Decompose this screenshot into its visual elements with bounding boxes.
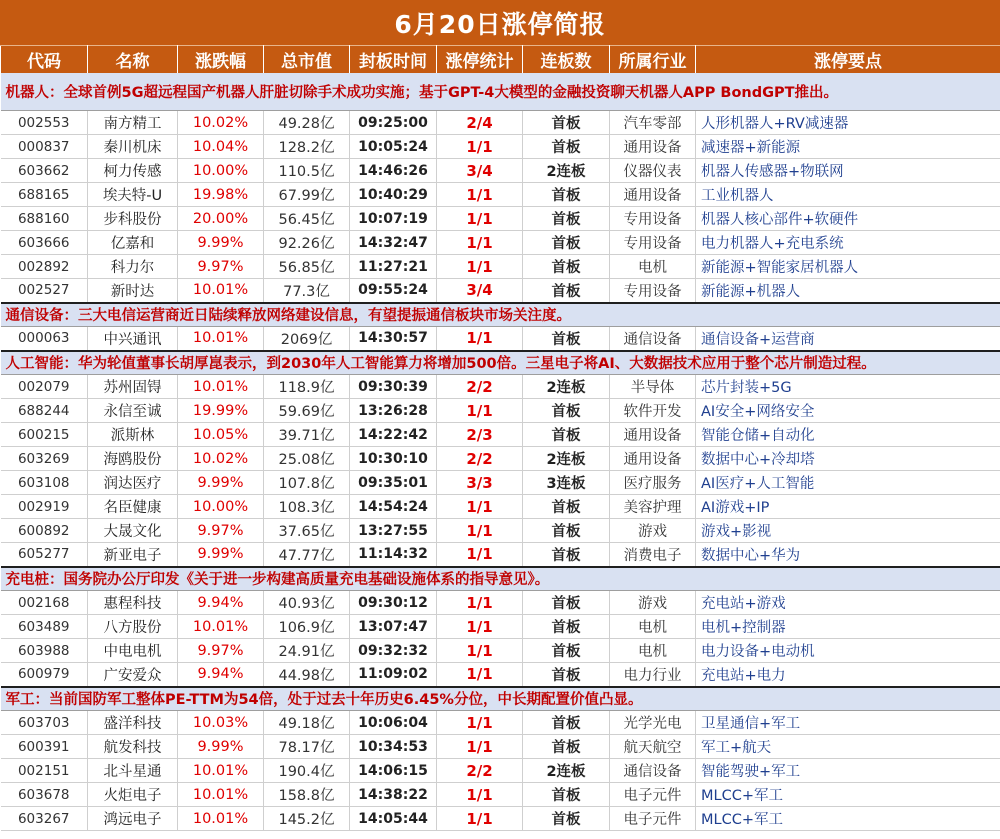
cell-cap: 110.5亿: [264, 159, 350, 183]
cell-cap: 145.2亿: [264, 807, 350, 831]
cell-board: 首板: [523, 231, 610, 255]
cell-stat: 1/1: [437, 183, 523, 207]
cell-point: MLCC+军工: [696, 783, 1000, 807]
cell-ind: 通用设备: [610, 135, 696, 159]
column-header-stat[interactable]: 涨停统计: [437, 46, 523, 73]
cell-time: 13:07:47: [350, 615, 437, 639]
cell-name: 派斯林: [88, 423, 178, 447]
cell-code: 603269: [1, 447, 88, 471]
column-header-point[interactable]: 涨停要点: [696, 46, 1000, 73]
cell-cap: 128.2亿: [264, 135, 350, 159]
cell-pct: 10.01%: [178, 279, 264, 303]
cell-ind: 游戏: [610, 591, 696, 615]
cell-point: 机器人核心部件+软硬件: [696, 207, 1000, 231]
cell-time: 10:40:29: [350, 183, 437, 207]
cell-time: 09:55:24: [350, 279, 437, 303]
stock-row[interactable]: [1, 111, 1000, 135]
column-header-board[interactable]: 连板数: [523, 46, 610, 73]
stock-row[interactable]: [1, 231, 1000, 255]
cell-stat: 1/1: [437, 783, 523, 807]
cell-name: 火炬电子: [88, 783, 178, 807]
cell-board: 2连板: [523, 447, 610, 471]
sector-heading-row: [1, 687, 1000, 711]
cell-pct: 10.04%: [178, 135, 264, 159]
column-header-code[interactable]: 代码: [1, 46, 88, 73]
cell-ind: 半导体: [610, 375, 696, 399]
cell-point: MLCC+军工: [696, 807, 1000, 831]
cell-code: 603703: [1, 711, 88, 735]
table-body: [1, 73, 1000, 831]
cell-board: 首板: [523, 735, 610, 759]
cell-ind: 电子元件: [610, 783, 696, 807]
stock-row[interactable]: [1, 711, 1000, 735]
stock-row[interactable]: [1, 255, 1000, 279]
cell-point: 工业机器人: [696, 183, 1000, 207]
cell-ind: 仪器仪表: [610, 159, 696, 183]
cell-code: 600215: [1, 423, 88, 447]
cell-point: 游戏+影视: [696, 519, 1000, 543]
cell-point: 数据中心+冷却塔: [696, 447, 1000, 471]
cell-code: 603678: [1, 783, 88, 807]
cell-stat: 2/4: [437, 111, 523, 135]
cell-board: 2连板: [523, 759, 610, 783]
cell-cap: 47.77亿: [264, 543, 350, 567]
cell-ind: 专用设备: [610, 231, 696, 255]
cell-cap: 37.65亿: [264, 519, 350, 543]
stock-row[interactable]: [1, 471, 1000, 495]
cell-time: 11:27:21: [350, 255, 437, 279]
stock-row[interactable]: [1, 495, 1000, 519]
cell-code: 002919: [1, 495, 88, 519]
cell-cap: 59.69亿: [264, 399, 350, 423]
cell-board: 首板: [523, 591, 610, 615]
cell-name: 步科股份: [88, 207, 178, 231]
cell-pct: 10.01%: [178, 327, 264, 351]
stock-row[interactable]: [1, 759, 1000, 783]
cell-cap: 44.98亿: [264, 663, 350, 687]
cell-ind: 电机: [610, 255, 696, 279]
cell-board: 3连板: [523, 471, 610, 495]
cell-code: 002553: [1, 111, 88, 135]
cell-cap: 67.99亿: [264, 183, 350, 207]
cell-name: 鸿远电子: [88, 807, 178, 831]
stock-row[interactable]: [1, 447, 1000, 471]
cell-pct: 9.94%: [178, 663, 264, 687]
sector-heading: 通信设备：三大电信运营商近日陆续释放网络建设信息，有望提振通信板块市场关注度。: [1, 303, 1000, 327]
cell-board: 首板: [523, 255, 610, 279]
column-header-time[interactable]: 封板时间: [350, 46, 437, 73]
cell-pct: 9.99%: [178, 543, 264, 567]
cell-pct: 9.97%: [178, 519, 264, 543]
cell-stat: 1/1: [437, 327, 523, 351]
cell-ind: 通用设备: [610, 183, 696, 207]
cell-cap: 56.45亿: [264, 207, 350, 231]
cell-cap: 49.28亿: [264, 111, 350, 135]
cell-cap: 92.26亿: [264, 231, 350, 255]
cell-ind: 汽车零部: [610, 111, 696, 135]
cell-cap: 2069亿: [264, 327, 350, 351]
cell-pct: 10.01%: [178, 759, 264, 783]
cell-stat: 1/1: [437, 399, 523, 423]
cell-ind: 光学光电: [610, 711, 696, 735]
column-header-cap[interactable]: 总市值: [264, 46, 350, 73]
cell-name: 埃夫特-U: [88, 183, 178, 207]
cell-point: 电力设备+电动机: [696, 639, 1000, 663]
cell-cap: 190.4亿: [264, 759, 350, 783]
cell-time: 10:06:04: [350, 711, 437, 735]
cell-code: 688244: [1, 399, 88, 423]
sector-heading: 人工智能：华为轮值董事长胡厚崑表示，到2030年人工智能算力将增加500倍。三星电子将AI、大数据技术应用于整个芯片制造过程。: [1, 351, 1000, 375]
column-header-pct[interactable]: 涨跌幅: [178, 46, 264, 73]
stock-row[interactable]: [1, 327, 1000, 351]
cell-code: 002527: [1, 279, 88, 303]
cell-pct: 10.05%: [178, 423, 264, 447]
stock-row[interactable]: [1, 207, 1000, 231]
cell-code: 605277: [1, 543, 88, 567]
cell-pct: 10.01%: [178, 375, 264, 399]
cell-point: 电力机器人+充电系统: [696, 231, 1000, 255]
cell-point: 智能驾驶+军工: [696, 759, 1000, 783]
cell-cap: 108.3亿: [264, 495, 350, 519]
cell-stat: 1/1: [437, 807, 523, 831]
cell-time: 11:14:32: [350, 543, 437, 567]
cell-ind: 美容护理: [610, 495, 696, 519]
cell-ind: 通用设备: [610, 447, 696, 471]
sector-heading: 充电桩：国务院办公厅印发《关于进一步构建高质量充电基础设施体系的指导意见》。: [1, 567, 1000, 591]
cell-board: 首板: [523, 519, 610, 543]
cell-ind: 软件开发: [610, 399, 696, 423]
stock-row[interactable]: [1, 591, 1000, 615]
cell-point: AI安全+网络安全: [696, 399, 1000, 423]
cell-time: 09:32:32: [350, 639, 437, 663]
cell-pct: 10.01%: [178, 783, 264, 807]
cell-stat: 2/2: [437, 375, 523, 399]
limit-up-table: [0, 45, 1000, 831]
cell-pct: 10.01%: [178, 615, 264, 639]
cell-name: 新时达: [88, 279, 178, 303]
stock-row[interactable]: [1, 735, 1000, 759]
sector-heading-row: [1, 567, 1000, 591]
cell-stat: 2/2: [437, 447, 523, 471]
cell-stat: 2/2: [437, 759, 523, 783]
cell-point: 人形机器人+RV减速器: [696, 111, 1000, 135]
cell-point: AI游戏+IP: [696, 495, 1000, 519]
cell-time: 13:26:28: [350, 399, 437, 423]
cell-time: 09:25:00: [350, 111, 437, 135]
cell-stat: 1/1: [437, 519, 523, 543]
cell-name: 科力尔: [88, 255, 178, 279]
cell-stat: 1/1: [437, 639, 523, 663]
stock-row[interactable]: [1, 639, 1000, 663]
cell-stat: 1/1: [437, 735, 523, 759]
cell-pct: 9.99%: [178, 735, 264, 759]
cell-point: 芯片封装+5G: [696, 375, 1000, 399]
cell-code: 603489: [1, 615, 88, 639]
cell-name: 秦川机床: [88, 135, 178, 159]
cell-time: 10:05:24: [350, 135, 437, 159]
cell-code: 688160: [1, 207, 88, 231]
cell-time: 14:05:44: [350, 807, 437, 831]
cell-point: 充电站+电力: [696, 663, 1000, 687]
cell-pct: 10.00%: [178, 159, 264, 183]
sector-heading-row: [1, 351, 1000, 375]
cell-point: 减速器+新能源: [696, 135, 1000, 159]
cell-code: 603988: [1, 639, 88, 663]
report-title: 6月20日涨停简报: [0, 0, 1000, 45]
cell-ind: 电力行业: [610, 663, 696, 687]
cell-time: 14:32:47: [350, 231, 437, 255]
cell-stat: 3/4: [437, 159, 523, 183]
cell-code: 000063: [1, 327, 88, 351]
cell-cap: 158.8亿: [264, 783, 350, 807]
cell-time: 14:30:57: [350, 327, 437, 351]
cell-pct: 9.99%: [178, 231, 264, 255]
cell-point: 通信设备+运营商: [696, 327, 1000, 351]
cell-board: 首板: [523, 543, 610, 567]
cell-name: 广安爱众: [88, 663, 178, 687]
cell-code: 600979: [1, 663, 88, 687]
cell-code: 600391: [1, 735, 88, 759]
cell-board: 首板: [523, 423, 610, 447]
cell-board: 首板: [523, 783, 610, 807]
stock-row[interactable]: [1, 519, 1000, 543]
stock-row[interactable]: [1, 159, 1000, 183]
cell-board: 首板: [523, 639, 610, 663]
cell-ind: 游戏: [610, 519, 696, 543]
cell-board: 首板: [523, 111, 610, 135]
cell-pct: 20.00%: [178, 207, 264, 231]
cell-board: 2连板: [523, 375, 610, 399]
cell-code: 603662: [1, 159, 88, 183]
cell-ind: 电子元件: [610, 807, 696, 831]
cell-ind: 专用设备: [610, 279, 696, 303]
stock-row[interactable]: [1, 399, 1000, 423]
cell-stat: 1/1: [437, 543, 523, 567]
cell-cap: 107.8亿: [264, 471, 350, 495]
cell-pct: 10.02%: [178, 447, 264, 471]
cell-ind: 电机: [610, 615, 696, 639]
cell-stat: 1/1: [437, 135, 523, 159]
cell-code: 002892: [1, 255, 88, 279]
cell-point: 数据中心+华为: [696, 543, 1000, 567]
cell-board: 首板: [523, 279, 610, 303]
cell-name: 名臣健康: [88, 495, 178, 519]
cell-name: 航发科技: [88, 735, 178, 759]
cell-board: 首板: [523, 183, 610, 207]
sector-heading: 军工：当前国防军工整体PE-TTM为54倍，处于过去十年历史6.45%分位，中长期配置价值凸显。: [1, 687, 1000, 711]
cell-point: 充电站+游戏: [696, 591, 1000, 615]
cell-name: 盛洋科技: [88, 711, 178, 735]
cell-point: AI医疗+人工智能: [696, 471, 1000, 495]
cell-code: 603666: [1, 231, 88, 255]
cell-point: 电机+控制器: [696, 615, 1000, 639]
cell-cap: 49.18亿: [264, 711, 350, 735]
cell-stat: 1/1: [437, 663, 523, 687]
cell-pct: 9.99%: [178, 471, 264, 495]
cell-name: 海鸥股份: [88, 447, 178, 471]
cell-board: 首板: [523, 663, 610, 687]
cell-code: 002151: [1, 759, 88, 783]
cell-time: 13:27:55: [350, 519, 437, 543]
cell-board: 首板: [523, 327, 610, 351]
cell-point: 机器人传感器+物联网: [696, 159, 1000, 183]
cell-board: 首板: [523, 135, 610, 159]
cell-point: 卫星通信+军工: [696, 711, 1000, 735]
sector-heading-row: [1, 73, 1000, 111]
cell-stat: 1/1: [437, 255, 523, 279]
cell-pct: 9.97%: [178, 639, 264, 663]
cell-cap: 106.9亿: [264, 615, 350, 639]
cell-ind: 医疗服务: [610, 471, 696, 495]
column-header-ind[interactable]: 所属行业: [610, 46, 696, 73]
cell-name: 中电电机: [88, 639, 178, 663]
cell-ind: 通信设备: [610, 759, 696, 783]
cell-ind: 航天航空: [610, 735, 696, 759]
cell-pct: 9.94%: [178, 591, 264, 615]
stock-row[interactable]: [1, 279, 1000, 303]
cell-stat: 1/1: [437, 711, 523, 735]
cell-stat: 3/3: [437, 471, 523, 495]
sector-heading: 机器人：全球首例5G超远程国产机器人肝脏切除手术成功实施；基于GPT-4大模型的金融投资聊天机器人APP BondGPT推出。: [1, 73, 1000, 111]
cell-point: 智能仓储+自动化: [696, 423, 1000, 447]
cell-cap: 24.91亿: [264, 639, 350, 663]
cell-time: 11:09:02: [350, 663, 437, 687]
cell-name: 新亚电子: [88, 543, 178, 567]
cell-stat: 1/1: [437, 231, 523, 255]
cell-pct: 10.03%: [178, 711, 264, 735]
cell-board: 首板: [523, 399, 610, 423]
cell-pct: 9.97%: [178, 255, 264, 279]
header-row: [1, 46, 1000, 73]
cell-time: 14:06:15: [350, 759, 437, 783]
stock-row[interactable]: [1, 375, 1000, 399]
sector-heading-row: [1, 303, 1000, 327]
cell-name: 中兴通讯: [88, 327, 178, 351]
cell-name: 北斗星通: [88, 759, 178, 783]
cell-name: 润达医疗: [88, 471, 178, 495]
cell-point: 新能源+机器人: [696, 279, 1000, 303]
cell-stat: 1/1: [437, 591, 523, 615]
cell-name: 惠程科技: [88, 591, 178, 615]
cell-stat: 3/4: [437, 279, 523, 303]
cell-cap: 118.9亿: [264, 375, 350, 399]
cell-code: 688165: [1, 183, 88, 207]
cell-cap: 39.71亿: [264, 423, 350, 447]
cell-code: 002079: [1, 375, 88, 399]
cell-pct: 10.02%: [178, 111, 264, 135]
stock-row[interactable]: [1, 615, 1000, 639]
cell-name: 亿嘉和: [88, 231, 178, 255]
cell-pct: 10.00%: [178, 495, 264, 519]
cell-stat: 2/3: [437, 423, 523, 447]
cell-name: 八方股份: [88, 615, 178, 639]
cell-board: 首板: [523, 615, 610, 639]
cell-time: 10:34:53: [350, 735, 437, 759]
cell-pct: 19.99%: [178, 399, 264, 423]
cell-time: 14:38:22: [350, 783, 437, 807]
stock-row[interactable]: [1, 783, 1000, 807]
cell-code: 603267: [1, 807, 88, 831]
cell-name: 南方精工: [88, 111, 178, 135]
cell-cap: 25.08亿: [264, 447, 350, 471]
cell-time: 10:07:19: [350, 207, 437, 231]
cell-ind: 通信设备: [610, 327, 696, 351]
cell-time: 14:22:42: [350, 423, 437, 447]
cell-time: 14:46:26: [350, 159, 437, 183]
cell-time: 14:54:24: [350, 495, 437, 519]
cell-name: 苏州固锝: [88, 375, 178, 399]
cell-board: 首板: [523, 807, 610, 831]
cell-cap: 78.17亿: [264, 735, 350, 759]
cell-code: 600892: [1, 519, 88, 543]
cell-time: 09:30:39: [350, 375, 437, 399]
cell-board: 2连板: [523, 159, 610, 183]
cell-time: 09:30:12: [350, 591, 437, 615]
cell-name: 大晟文化: [88, 519, 178, 543]
cell-cap: 40.93亿: [264, 591, 350, 615]
cell-pct: 10.01%: [178, 807, 264, 831]
cell-point: 新能源+智能家居机器人: [696, 255, 1000, 279]
cell-time: 09:35:01: [350, 471, 437, 495]
cell-cap: 77.3亿: [264, 279, 350, 303]
cell-stat: 1/1: [437, 495, 523, 519]
cell-code: 002168: [1, 591, 88, 615]
cell-ind: 专用设备: [610, 207, 696, 231]
stock-row[interactable]: [1, 807, 1000, 831]
column-header-name[interactable]: 名称: [88, 46, 178, 73]
cell-name: 柯力传感: [88, 159, 178, 183]
cell-ind: 电机: [610, 639, 696, 663]
cell-cap: 56.85亿: [264, 255, 350, 279]
cell-time: 10:30:10: [350, 447, 437, 471]
stock-row[interactable]: [1, 543, 1000, 567]
stock-row[interactable]: [1, 423, 1000, 447]
cell-ind: 消费电子: [610, 543, 696, 567]
cell-board: 首板: [523, 207, 610, 231]
cell-ind: 通用设备: [610, 423, 696, 447]
cell-stat: 1/1: [437, 615, 523, 639]
cell-pct: 19.98%: [178, 183, 264, 207]
stock-row[interactable]: [1, 183, 1000, 207]
cell-code: 000837: [1, 135, 88, 159]
cell-name: 永信至诚: [88, 399, 178, 423]
cell-board: 首板: [523, 711, 610, 735]
cell-stat: 1/1: [437, 207, 523, 231]
cell-point: 军工+航天: [696, 735, 1000, 759]
stock-row[interactable]: [1, 135, 1000, 159]
cell-code: 603108: [1, 471, 88, 495]
cell-board: 首板: [523, 495, 610, 519]
stock-row[interactable]: [1, 663, 1000, 687]
